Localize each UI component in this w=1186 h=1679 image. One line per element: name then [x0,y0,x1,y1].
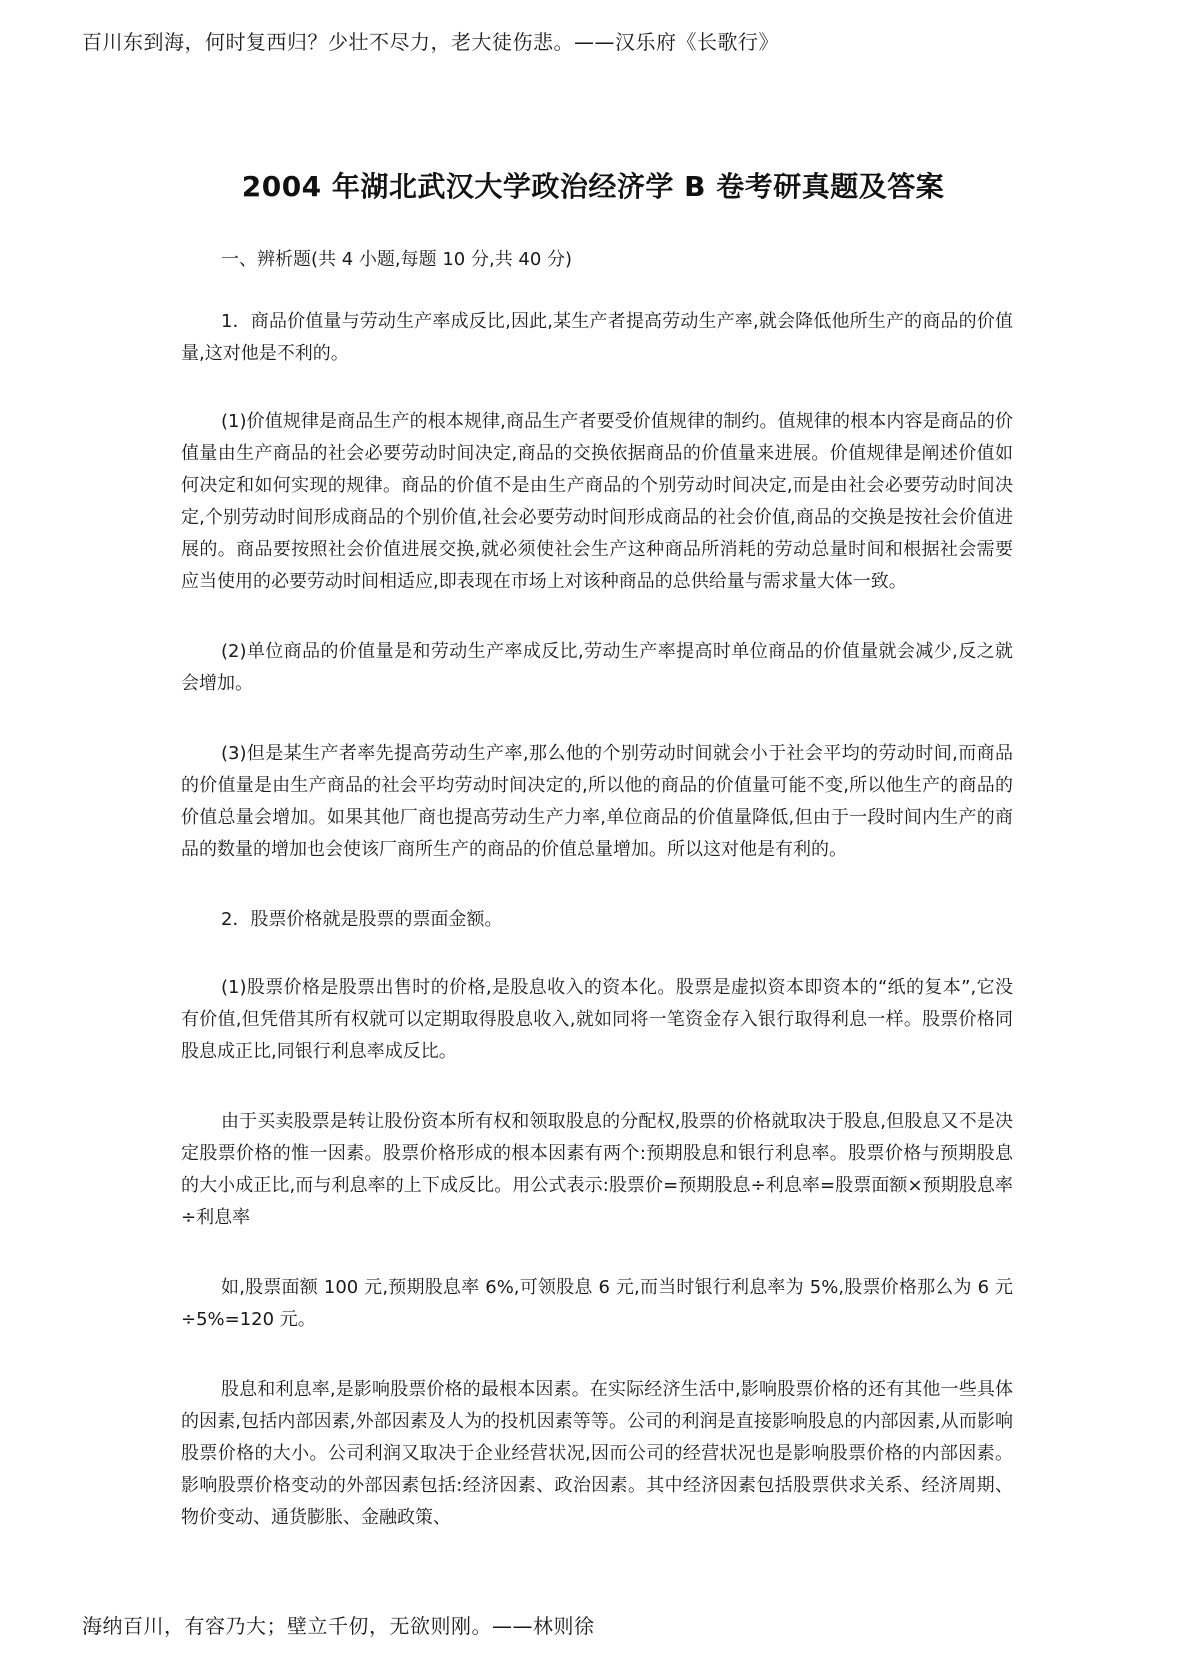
document-title: 2004 年湖北武汉大学政治经济学 B 卷考研真题及答案 [241,169,945,203]
header-quote: 百川东到海，何时复西归？少壮不尽力，老大徒伤悲。——汉乐府《长歌行》 [82,30,779,54]
answer-2-paragraph-3: 如,股票面额 100 元,预期股息率 6%,可领股息 6 元,而当时银行利息率为 5%,股票价格那么为 6 元÷5%=120 元。 [181,1277,1013,1330]
question-1: 1．商品价值量与劳动生产率成反比,因此,某生产者提高劳动生产率,就会降低他所生产的商品的价值量,这对他是不利的。 [181,311,1013,364]
answer-2-paragraph-1: (1)股票价格是股票出售时的价格,是股息收入的资本化。股票是虚拟资本即资本的“纸的复本”,它没有价值,但凭借其所有权就可以定期取得股息收入,就如同将一笔资金存入银行取得利息一样。股票价格同股息成正比,同银行利息率成反比。 [181,977,1013,1062]
section-heading: 一、辨析题(共 4 小题,每题 10 分,共 40 分) [221,249,573,270]
answer-2-paragraph-4: 股息和利息率,是影响股票价格的最根本因素。在实际经济生活中,影响股票价格的还有其他一些具体的因素,包括内部因素,外部因素及人为的投机因素等等。公司的利润是直接影响股息的内部因素,从而影响股票价格的大小。公司利润又取决于企业经营状况,因而公司的经营状况也是影响股票价格的内部因素。影响股票价格变动的外部因素包括:经济因素、政治因素。其中经济因素包括股票供求关系、经济周期、物价变动、通货膨胀、金融政策、 [181,1379,1013,1528]
answer-1-paragraph-1: (1)价值规律是商品生产的根本规律,商品生产者要受价值规律的制约。值规律的根本内容是商品的价值量由生产商品的社会必要劳动时间决定,商品的交换依据商品的价值量来进展。价值规律是阐述价值如何决定和如何实现的规律。商品的价值不是由生产商品的个别劳动时间决定,而是由社会必要劳动时间决定,个别劳动时间形成商品的个别价值,社会必要劳动时间形成商品的社会价值,商品的交换是按社会价值进展的。商品要按照社会价值进展交换,就必须使社会生产这种商品所消耗的劳动总量时间和根据社会需要应当使用的必要劳动时间相适应,即表现在市场上对该种商品的总供给量与需求量大体一致。 [181,411,1013,592]
footer-quote: 海纳百川，有容乃大；壁立千仞，无欲则刚。——林则徐 [82,1614,595,1638]
answer-1-paragraph-2: (2)单位商品的价值量是和劳动生产率成反比,劳动生产率提高时单位商品的价值量就会减少,反之就会增加。 [181,641,1013,694]
answer-2-paragraph-2: 由于买卖股票是转让股份资本所有权和领取股息的分配权,股票的价格就取决于股息,但股息又不是决定股票价格的惟一因素。股票价格形成的根本因素有两个:预期股息和银行利息率。股票价格与预期股息的大小成正比,而与利息率的上下成反比。用公式表示:股票价=预期股息÷利息率=股票面额×预期股息率÷利息率 [181,1111,1013,1228]
answer-1-paragraph-3: (3)但是某生产者率先提高劳动生产率,那么他的个别劳动时间就会小于社会平均的劳动时间,而商品的价值量是由生产商品的社会平均劳动时间决定的,所以他的商品的价值量可能不变,所以他生产的商品的价值总量会增加。如果其他厂商也提高劳动生产力率,单位商品的价值量降低,但由于一段时间内生产的商品的数量的增加也会使该厂商所生产的商品的价值总量增加。所以这对他是有利的。 [181,743,1013,860]
question-2: 2．股票价格就是股票的票面金额。 [221,909,503,930]
document-body [181,244,1013,1572]
